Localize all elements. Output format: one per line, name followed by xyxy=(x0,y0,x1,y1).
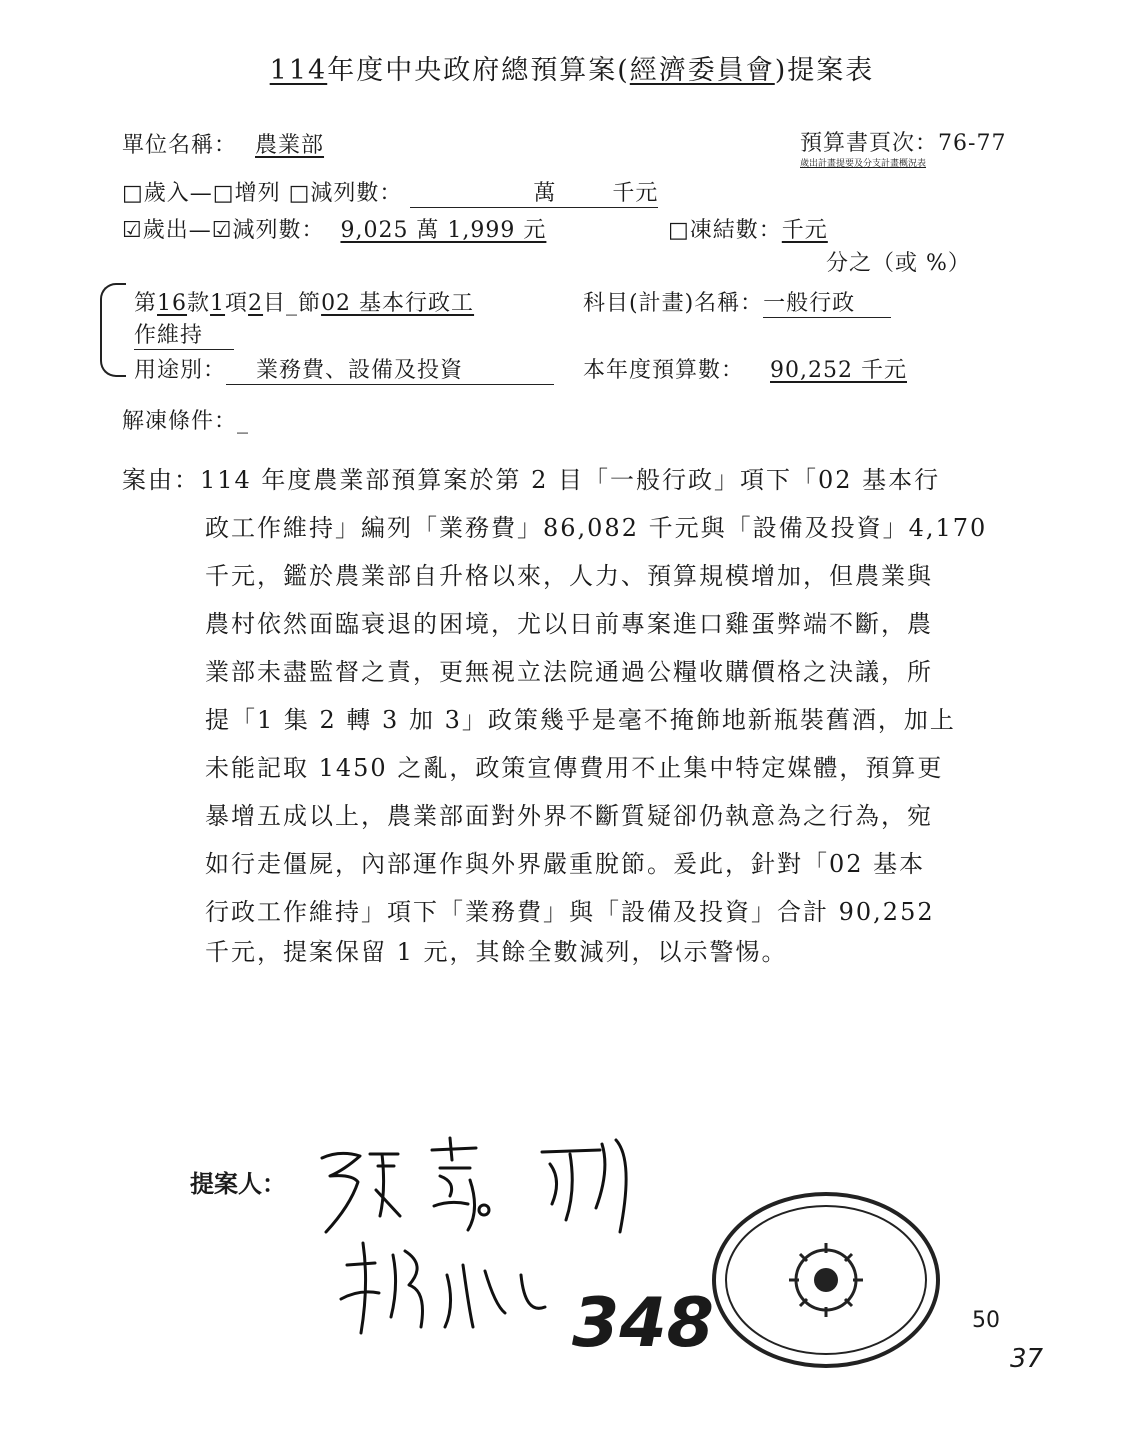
unit-row xyxy=(122,128,324,159)
freeze-unit: 千元 xyxy=(781,218,828,243)
page-number-a: 50 xyxy=(972,1308,1000,1333)
title-suffix: )提案表 xyxy=(774,55,875,86)
unit-label: 單位名稱： xyxy=(122,133,238,158)
proposer-label: 提案人： xyxy=(190,1169,286,1198)
kuan-prefix: 第 xyxy=(134,291,158,316)
cosigner-mark xyxy=(335,1235,555,1345)
reason-line-10: 行政工作維持」項下「業務費」與「設備及投資」合計 90,252 xyxy=(205,898,935,926)
freeze-label: □凍結數： xyxy=(668,218,782,243)
unfreeze-row: 解凍條件：_ xyxy=(122,409,250,434)
kuan-value: 16 xyxy=(157,291,188,316)
page-ref-label: 預算書頁次： xyxy=(800,131,939,156)
expenditure-value: 9,025 萬 1,999 元 xyxy=(340,218,547,243)
program-cont: 作維持 xyxy=(134,318,234,350)
title-year: 114 xyxy=(269,55,328,86)
subject-label: 科目(計畫)名稱： xyxy=(583,291,764,316)
reason-line-4: 農村依然面臨衰退的困境，尤以日前專案進口雞蛋弊端不斷，農 xyxy=(205,610,933,638)
unit-value: 農業部 xyxy=(255,133,325,158)
budget-label: 本年度預算數： xyxy=(583,358,745,383)
freeze-fraction: 分之（或 %） xyxy=(826,251,971,276)
usage-row xyxy=(134,353,554,385)
reason-line-6: 提「1 集 2 轉 3 加 3」政策幾乎是毫不掩飾地新瓶裝舊酒，加上 xyxy=(205,706,956,734)
page-ref-note: 歲出計畫提要及分支計畫概況表 xyxy=(800,159,927,169)
item-row-1 xyxy=(134,286,474,317)
expenditure-row xyxy=(122,213,546,244)
reason-line-11: 千元，提案保留 1 元，其餘全數減列，以示警惕。 xyxy=(205,938,788,966)
usage-value: 業務費、設備及投資 xyxy=(226,353,554,385)
expenditure-label: ☑歲出—☑減列數： xyxy=(122,218,325,243)
budget-row xyxy=(583,353,907,384)
page-number-b: 37 xyxy=(1010,1344,1044,1374)
mu-value: 2 xyxy=(248,291,264,316)
reason-line-3: 千元，鑑於農業部自升格以來，人力、預算規模增加，但農業與 xyxy=(205,562,933,590)
program-value: 02 基本行政工 xyxy=(321,291,475,316)
form-title xyxy=(0,48,1144,87)
mu-suffix: 目_節 xyxy=(263,291,322,316)
reason-line-9: 如行走僵屍，內部運作與外界嚴重脫節。爰此，針對「02 基本 xyxy=(205,850,926,878)
usage-label: 用途別： xyxy=(134,358,227,383)
reason-line-8: 暴增五成以上，農業部面對外界不斷質疑卻仍執意為之行為，宛 xyxy=(205,802,933,830)
freeze-row xyxy=(668,213,828,244)
title-text: 年度中央政府總預算案( xyxy=(327,55,630,86)
subject-row xyxy=(583,286,891,318)
title-committee: 經濟委員會 xyxy=(629,55,775,86)
kuan-suffix: 款 xyxy=(187,291,211,316)
program-cont-row xyxy=(134,318,234,350)
page-ref-value: 76-77 xyxy=(938,131,1007,156)
item-brace xyxy=(100,283,126,377)
revenue-qian: 千元 xyxy=(594,176,658,208)
proposal-number: 348 xyxy=(572,1284,714,1363)
signature-mark xyxy=(300,1120,700,1250)
xiang-suffix: 項 xyxy=(225,291,249,316)
budget-value: 90,252 千元 xyxy=(770,358,907,383)
reason-line-1: 案由：114 年度農業部預算案於第 2 目「一般行政」項下「02 基本行 xyxy=(122,466,941,494)
reason-line-5: 業部未盡監督之責，更無視立法院通過公糧收購價格之決議，所 xyxy=(205,658,933,686)
party-seal xyxy=(708,1185,944,1375)
reason-line-2: 政工作維持」編列「業務費」86,082 千元與「設備及投資」4,170 xyxy=(205,514,988,542)
xiang-value: 1 xyxy=(210,291,226,316)
revenue-label: □歲入—□增列 □減列數： xyxy=(122,181,403,206)
page-ref-row xyxy=(800,126,1006,157)
reason-line-7: 未能記取 1450 之亂，政策宣傳費用不止集中特定媒體，預算更 xyxy=(205,754,944,782)
revenue-wan: 萬 xyxy=(410,176,594,208)
revenue-row xyxy=(122,176,658,208)
subject-value: 一般行政 xyxy=(763,286,891,318)
